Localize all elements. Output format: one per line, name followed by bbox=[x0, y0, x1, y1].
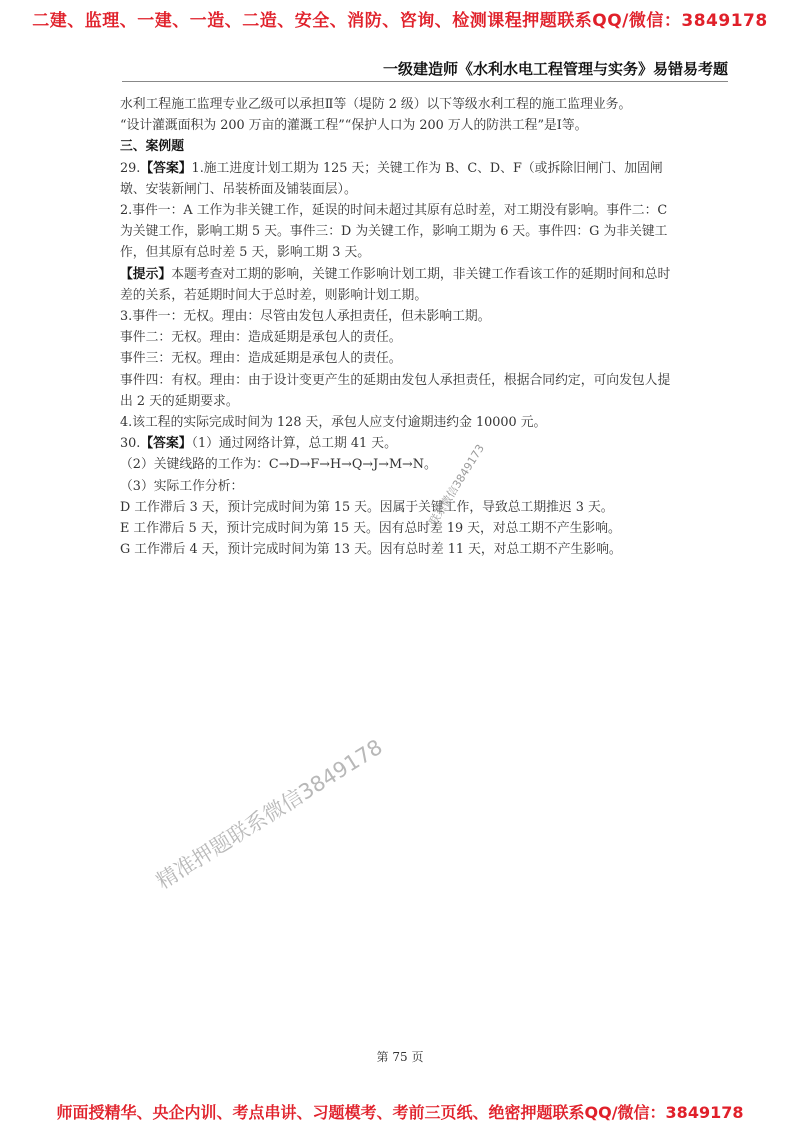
header-divider bbox=[122, 81, 728, 82]
paragraph: 2.事件一：A 工作为非关键工作，延误的时间未超过其原有总时差，对工期没有影响。事件二：C 为关键工作，影响工期 5 天。事件三：D 为关键工作，影响工期为 6 天。事件四：G 为非关键工作，但其原有总时差 5 天，影响工期 3 天。 bbox=[120, 203, 668, 261]
paragraph: “设计灌溉面积为 200 万亩的灌溉工程”“保护人口为 200 万人的防洪工程”是Ⅰ等。 bbox=[120, 118, 588, 134]
paragraph: 3.事件一：无权。理由：尽管由发包人承担责任，但未影响工期。 bbox=[120, 309, 491, 325]
paragraph: D 工作滞后 3 天，预计完成时间为第 15 天。因属于关键工作，导致总工期推迟 3 天。 bbox=[120, 499, 614, 515]
paragraph: 事件二：无权。理由：造成延期是承包人的责任。 bbox=[120, 330, 402, 346]
answer-29 bbox=[120, 158, 680, 200]
hint-paragraph bbox=[120, 264, 680, 306]
answer-tag: 【答案】 bbox=[140, 436, 192, 452]
page-number: 第 75 页 bbox=[376, 1050, 424, 1064]
section-heading: 三、案例题 bbox=[120, 139, 184, 155]
paragraph: G 工作滞后 4 天，预计完成时间为第 13 天。因有总时差 11 天，对总工期不产生影响。 bbox=[120, 542, 622, 558]
answer-tag: 【答案】 bbox=[140, 160, 192, 176]
page-content bbox=[120, 94, 680, 560]
paragraph: （3）实际工作分析： bbox=[120, 478, 244, 494]
hint-tag: 【提示】 bbox=[120, 266, 172, 282]
paragraph: 事件四：有权。理由：由于设计变更产生的延期由发包人承担责任，根据合同约定，可向发包人提出 2 天的延期要求。 bbox=[120, 372, 671, 409]
watermark-large: 精准押题联系微信3849178 bbox=[152, 734, 387, 894]
paragraph: 事件三：无权。理由：造成延期是承包人的责任。 bbox=[120, 351, 402, 367]
question-number: 30. bbox=[120, 436, 141, 452]
paragraph: （2）关键线路的工作为：C→D→F→H→Q→J→M→N。 bbox=[120, 457, 437, 473]
bottom-promo-banner: 师面授精华、央企内训、考点串讲、习题模考、考前三页纸、绝密押题联系QQ/微信：3849178 bbox=[56, 1103, 744, 1122]
watermark-small: 联系微信3849173 bbox=[426, 442, 488, 528]
running-header-title: 一级建造师《水利水电工程管理与实务》易错易考题 bbox=[382, 60, 728, 78]
paragraph: 4.该工程的实际完成时间为 128 天，承包人应支付逾期违约金 10000 元。 bbox=[120, 415, 547, 431]
paragraph: E 工作滞后 5 天，预计完成时间为第 15 天。因有总时差 19 天，对总工期不产生影响。 bbox=[120, 521, 621, 537]
top-promo-banner: 二建、监理、一建、一造、二造、安全、消防、咨询、检测课程押题联系QQ/微信：3849178 bbox=[32, 11, 768, 31]
answer-text: 1.施工进度计划工期为 125 天；关键工作为 B、C、D、F（或拆除旧闸门、加固闸墩、安装新闸门、吊装桥面及铺装面层）。 bbox=[120, 160, 663, 197]
question-number: 29. bbox=[120, 160, 141, 176]
answer-text: （1）通过网络计算，总工期 41 天。 bbox=[191, 436, 397, 452]
hint-text: 本题考查对工期的影响，关键工作影响计划工期，非关键工作看该工作的延期时间和总时差的关系，若延期时间大于总时差，则影响计划工期。 bbox=[120, 266, 671, 303]
paragraph: 水利工程施工监理专业乙级可以承担Ⅱ等（堤防 2 级）以下等级水利工程的施工监理业务。 bbox=[120, 97, 632, 112]
answer-30 bbox=[120, 433, 680, 454]
